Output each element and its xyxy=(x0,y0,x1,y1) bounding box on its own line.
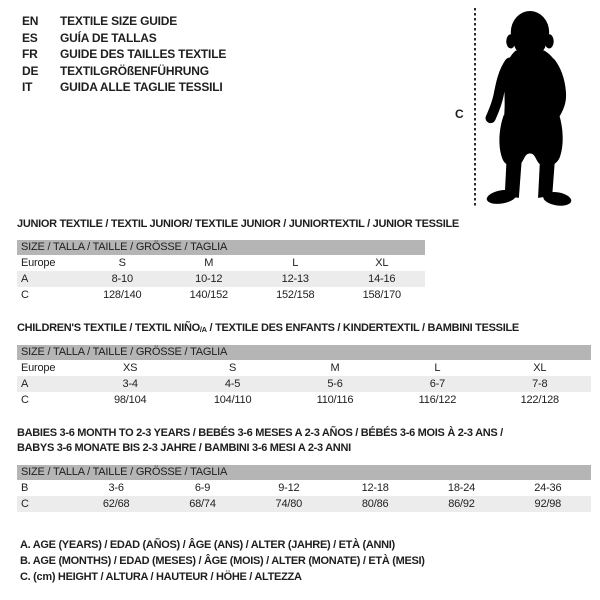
table-row xyxy=(17,392,591,408)
junior-size-table xyxy=(17,255,425,303)
size-cell: 10-12 xyxy=(195,273,223,285)
legend-line-a: A. AGE (YEARS) / EDAD (AÑOS) / ÂGE (ANS) / ALTER (JAHRE) / ETÀ (ANNI) xyxy=(20,539,395,551)
language-code: IT xyxy=(22,80,33,95)
size-cell: 140/152 xyxy=(189,289,228,301)
size-cell: 18-24 xyxy=(447,482,476,494)
baby-silhouette xyxy=(481,6,583,208)
height-dashed-line xyxy=(474,8,476,206)
size-cell: 80/86 xyxy=(361,498,389,510)
size-cell: 8-10 xyxy=(111,273,133,285)
language-label: TEXTILE SIZE GUIDE xyxy=(60,14,178,28)
row-label: Europe xyxy=(21,362,56,374)
language-label: TEXTILGRÖßENFÜHRUNG xyxy=(60,63,209,78)
size-cell: 74/80 xyxy=(275,498,303,510)
size-cell: 24-36 xyxy=(534,482,562,494)
size-cell: M xyxy=(330,362,340,374)
row-label: C xyxy=(21,289,29,301)
size-header-bar: SIZE / TALLA / TAILLE / GRÖSSE / TAGLIA xyxy=(17,465,591,480)
size-cell: 3-6 xyxy=(108,482,124,494)
language-code: DE xyxy=(22,63,39,78)
size-cell: 152/158 xyxy=(276,289,315,301)
size-cell: S xyxy=(229,362,237,374)
size-cell: XS xyxy=(123,362,138,374)
babies-section-title-line2: BABYS 3-6 MONATE BIS 2-3 JAHRE / BAMBINI 3-6 MESI A 2-3 ANNI xyxy=(17,442,351,454)
babies-size-table xyxy=(17,480,591,512)
height-measure-label: C xyxy=(455,107,464,121)
size-header-bar: SIZE / TALLA / TAILLE / GRÖSSE / TAGLIA xyxy=(17,345,591,360)
language-code: FR xyxy=(22,47,38,62)
table-row xyxy=(17,360,591,376)
row-label: C xyxy=(21,498,29,510)
measurement-legend xyxy=(20,537,425,585)
size-cell: 12-13 xyxy=(281,273,309,285)
language-label: GUIDA ALLE TAGLIE TESSILI xyxy=(60,80,223,95)
size-cell: 116/122 xyxy=(418,394,457,406)
size-cell: XL xyxy=(533,362,547,374)
language-row xyxy=(22,46,226,63)
table-row xyxy=(17,271,425,287)
babies-section-title-line1: BABIES 3-6 MONTH TO 2-3 YEARS / BEBÉS 3-6 MESES A 2-3 AÑOS / BÉBÉS 3-6 MOIS À 2-3 ANS / xyxy=(17,427,503,439)
childrens-section-title xyxy=(17,322,591,336)
size-cell: 6-9 xyxy=(194,482,211,494)
size-cell: 6-7 xyxy=(429,378,446,390)
size-cell: 62/68 xyxy=(102,498,130,510)
size-cell: 128/140 xyxy=(103,289,142,301)
size-header-bar: SIZE / TALLA / TAILLE / GRÖSSE / TAGLIA xyxy=(17,240,425,255)
table-row xyxy=(17,287,425,303)
row-label: Europe xyxy=(21,257,56,269)
title-suffix: / TEXTILE DES ENFANTS / KINDERTEXTIL / BAMBINI TESSILE xyxy=(206,322,519,334)
language-code: ES xyxy=(22,30,38,45)
size-cell: 122/128 xyxy=(520,394,559,406)
size-cell: 104/110 xyxy=(213,394,252,406)
row-label: B xyxy=(21,482,29,494)
size-cell: L xyxy=(434,362,441,374)
size-cell: 5-6 xyxy=(327,378,343,390)
size-cell: 98/104 xyxy=(113,394,147,406)
language-code: EN xyxy=(22,14,39,28)
legend-line-b: B. AGE (MONTHS) / EDAD (MESES) / ÂGE (MOIS) / ALTER (MONATE) / ETÀ (MESI) xyxy=(20,555,425,567)
row-label: A xyxy=(21,378,29,390)
junior-textile-section xyxy=(17,218,459,303)
table-row xyxy=(17,496,591,512)
size-cell: 4-5 xyxy=(224,378,241,390)
row-label: A xyxy=(21,273,29,285)
size-cell: S xyxy=(118,257,126,269)
language-row xyxy=(22,30,226,47)
table-row xyxy=(17,480,591,496)
table-row xyxy=(17,255,425,271)
title-prefix: CHILDREN'S TEXTILE / TEXTIL NIÑO xyxy=(17,322,200,334)
language-row xyxy=(22,13,226,30)
size-cell: 3-4 xyxy=(122,378,138,390)
childrens-textile-section xyxy=(17,322,591,408)
size-cell: 92/98 xyxy=(534,498,562,510)
language-label: GUIDE DES TAILLES TEXTILE xyxy=(60,47,227,62)
table-row xyxy=(17,376,591,392)
size-cell: L xyxy=(292,257,299,269)
language-row xyxy=(22,63,226,80)
size-cell: 9-12 xyxy=(278,482,300,494)
row-label: C xyxy=(21,394,29,406)
title-subscript: /A xyxy=(199,325,207,334)
language-label: GUÍA DE TALLAS xyxy=(60,30,157,45)
size-cell: 7-8 xyxy=(532,378,548,390)
size-cell: 14-16 xyxy=(368,273,396,285)
size-cell: 12-18 xyxy=(361,482,389,494)
size-cell: 68/74 xyxy=(189,498,216,510)
size-cell: 110/116 xyxy=(316,394,354,406)
size-cell: 86/92 xyxy=(448,498,475,510)
babies-textile-section xyxy=(17,426,591,512)
language-row xyxy=(22,79,226,96)
childrens-size-table xyxy=(17,360,591,408)
size-cell: XL xyxy=(375,257,389,269)
legend-line-c: C. (cm) HEIGHT / ALTURA / HAUTEUR / HÖHE / ALTEZZA xyxy=(20,571,302,583)
size-cell: M xyxy=(204,257,214,269)
language-guide xyxy=(22,13,226,96)
size-cell: 158/170 xyxy=(362,289,401,301)
junior-section-title: JUNIOR TEXTILE / TEXTIL JUNIOR/ TEXTILE JUNIOR / JUNIORTEXTIL / JUNIOR TESSILE xyxy=(17,218,459,230)
